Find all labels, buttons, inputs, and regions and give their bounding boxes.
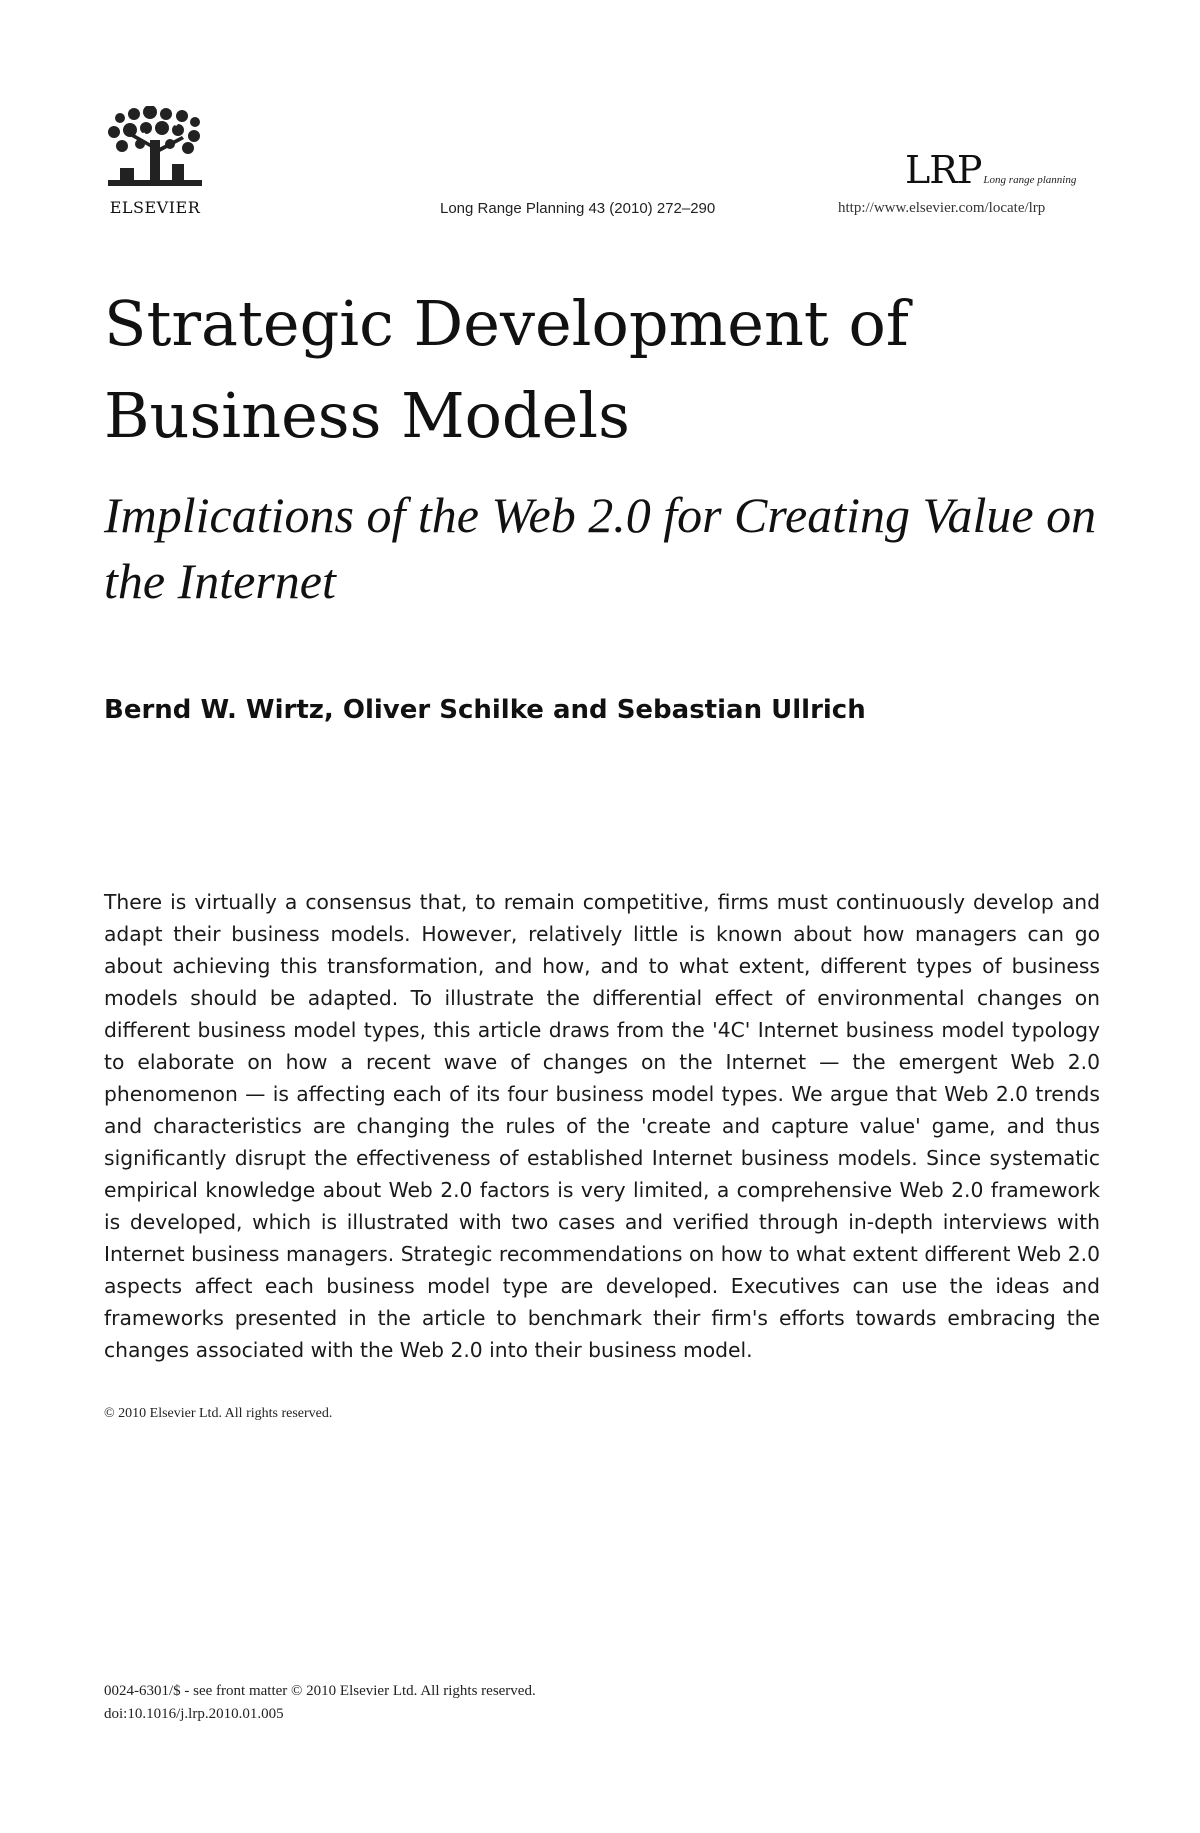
elsevier-tree-icon xyxy=(100,106,210,196)
article-abstract: There is virtually a consensus that, to remain competitive, firms must continuously develop and adapt their business models. However, relatively little is known about how managers can go about achieving this transformation, and how, and to what extent, different types of business models should be adapted. To illustrate the differential effect of environmental changes on different business model types, this article draws from the '4C' Internet business model typology to elaborate on how a recent wave of changes on the Internet — the emergent Web 2.0 phenomenon — is affecting each of its four business model types. We argue that Web 2.0 trends and characteristics are changing the rules of the 'create and capture value' game, and thus significantly disrupt the effectiveness of established Internet business models. Since systematic empirical knowledge about Web 2.0 factors is very limited, a comprehensive Web 2.0 framework is developed, which is illustrated with two cases and verified through in-depth interviews with Internet business managers. Strategic recommendations on how to what extent different Web 2.0 aspects affect each business model type are developed. Executives can use the ideas and frameworks presented in the article to benchmark their firm's efforts towards embracing the changes associated with the Web 2.0 into their business model. xyxy=(104,890,1100,1362)
front-matter-line: 0024-6301/$ - see front matter © 2010 Elsevier Ltd. All rights reserved. xyxy=(104,1683,536,1699)
journal-tagline: Long range planning xyxy=(983,174,1077,186)
publisher-name: ELSEVIER xyxy=(109,198,201,217)
elsevier-logo xyxy=(100,106,210,218)
doi-line: doi:10.1016/j.lrp.2010.01.005 xyxy=(104,1706,284,1722)
abstract-copyright: © 2010 Elsevier Ltd. All rights reserved. xyxy=(104,1406,333,1421)
journal-abbrev: LRP xyxy=(905,148,982,192)
journal-url-link[interactable]: http://www.elsevier.com/locate/lrp xyxy=(838,200,1046,216)
page-header xyxy=(0,0,1200,230)
article-title: Strategic Development of Business Models xyxy=(104,287,909,452)
article-subtitle: Implications of the Web 2.0 for Creating Value on the Internet xyxy=(104,487,1097,609)
article-authors: Bernd W. Wirtz, Oliver Schilke and Sebastian Ullrich xyxy=(104,695,866,725)
page-footer xyxy=(104,1680,536,1726)
journal-logo xyxy=(905,148,1076,192)
journal-citation: Long Range Planning 43 (2010) 272–290 xyxy=(440,200,716,217)
